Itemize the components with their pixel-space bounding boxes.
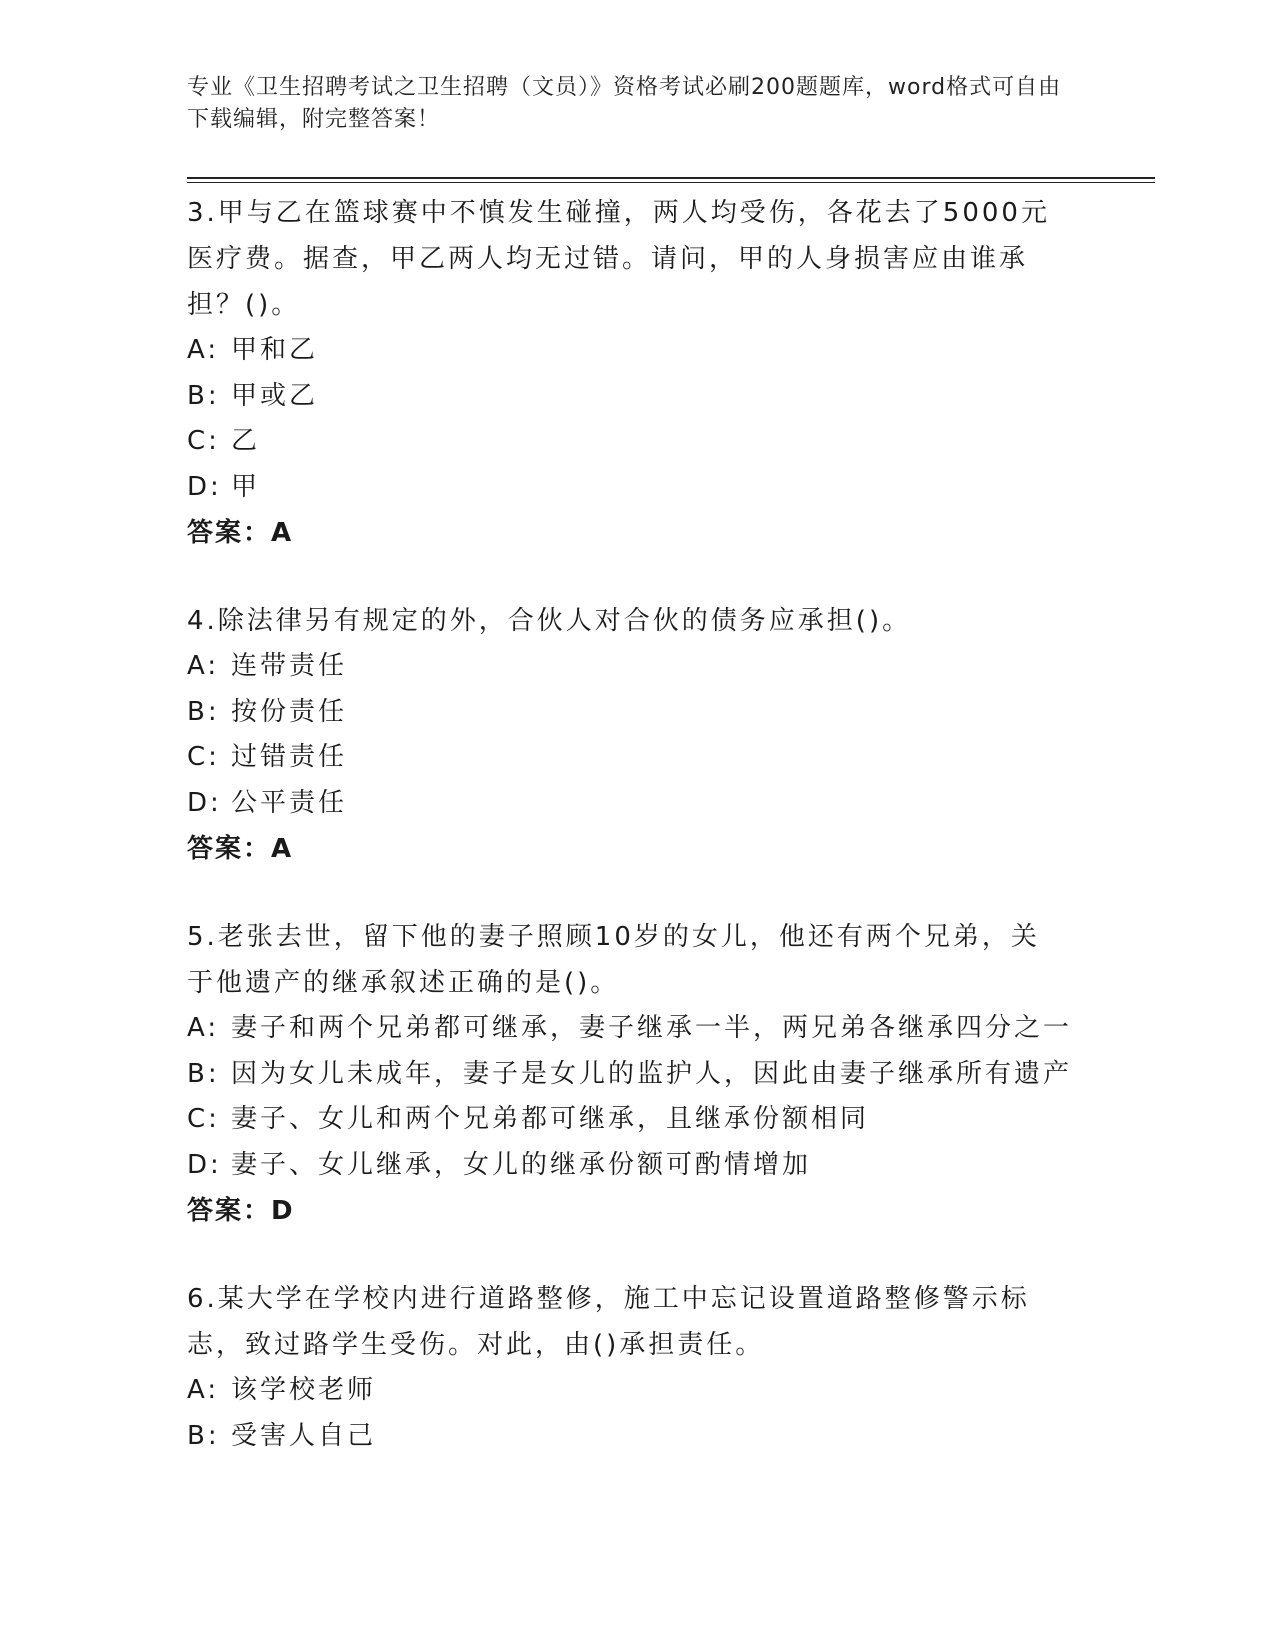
option-a xyxy=(187,328,1087,374)
option-key: B: xyxy=(187,380,220,411)
option-text: 该学校老师 xyxy=(231,1375,377,1405)
option-key: C: xyxy=(187,1104,220,1134)
option-text: 公平责任 xyxy=(231,787,348,818)
option-key: D: xyxy=(187,787,222,818)
option-a xyxy=(187,1368,1087,1414)
option-text: 妻子、女儿和两个兄弟都可继承，且继承份额相同 xyxy=(231,1104,870,1134)
question-4 xyxy=(187,598,1087,872)
option-text: 妻子、女儿继承，女儿的继承份额可酌情增加 xyxy=(231,1149,812,1180)
header-divider-thin xyxy=(187,182,1155,183)
question-3 xyxy=(187,190,1087,556)
option-text: 乙 xyxy=(231,426,261,456)
option-b xyxy=(187,374,1087,420)
option-key: B: xyxy=(187,696,220,727)
option-text: 连带责任 xyxy=(231,651,348,681)
option-key: C: xyxy=(187,742,220,772)
option-text: 过错责任 xyxy=(231,742,348,772)
question-6 xyxy=(187,1276,1087,1459)
option-c xyxy=(187,735,1087,781)
option-text: 妻子和两个兄弟都可继承，妻子继承一半，两兄弟各继承四分之一 xyxy=(231,1013,1073,1043)
option-a xyxy=(187,1006,1087,1052)
option-key: A: xyxy=(187,1013,220,1043)
option-c xyxy=(187,1097,1087,1143)
option-text: 受害人自己 xyxy=(231,1420,377,1451)
option-d xyxy=(187,1143,1087,1189)
option-b xyxy=(187,1052,1087,1098)
question-stem: 3.甲与乙在篮球赛中不慎发生碰撞，两人均受伤，各花去了5000元医疗费。据查，甲乙两人均无过错。请问，甲的人身损害应由谁承担？()。 xyxy=(187,198,1050,320)
option-text: 甲或乙 xyxy=(231,380,319,411)
option-key: D: xyxy=(187,1149,222,1180)
option-text: 甲 xyxy=(231,471,261,502)
question-stem: 6.某大学在学校内进行道路整修，施工中忘记设置道路整修警示标志，致过路学生受伤。对此，由()承担责任。 xyxy=(187,1284,1030,1360)
option-text: 因为女儿未成年，妻子是女儿的监护人，因此由妻子继承所有遗产 xyxy=(231,1058,1073,1089)
question-5 xyxy=(187,914,1087,1234)
option-text: 甲和乙 xyxy=(231,335,319,365)
question-stem: 5.老张去世，留下他的妻子照顾10岁的女儿，他还有两个兄弟，关于他遗产的继承叙述正确的是()。 xyxy=(187,922,1040,998)
option-a xyxy=(187,644,1087,690)
option-d xyxy=(187,781,1087,827)
option-key: B: xyxy=(187,1058,220,1089)
document-header: 专业《卫生招聘考试之卫生招聘（文员）》资格考试必刷200题题库，word格式可自由下载编辑，附完整答案！ xyxy=(187,75,1062,132)
option-b xyxy=(187,1414,1087,1460)
question-stem: 4.除法律另有规定的外，合伙人对合伙的债务应承担()。 xyxy=(187,606,912,636)
answer: 答案：A xyxy=(187,518,294,548)
option-key: B: xyxy=(187,1420,220,1451)
answer: 答案：D xyxy=(187,1196,295,1226)
option-key: D: xyxy=(187,471,222,502)
question-list xyxy=(187,190,1087,1501)
answer: 答案：A xyxy=(187,834,294,864)
option-key: A: xyxy=(187,1375,220,1405)
header-divider-thick xyxy=(187,177,1155,179)
option-d xyxy=(187,465,1087,511)
option-b xyxy=(187,690,1087,736)
option-key: C: xyxy=(187,426,220,456)
option-key: A: xyxy=(187,335,220,365)
option-text: 按份责任 xyxy=(231,696,348,727)
option-key: A: xyxy=(187,651,220,681)
option-c xyxy=(187,419,1087,465)
